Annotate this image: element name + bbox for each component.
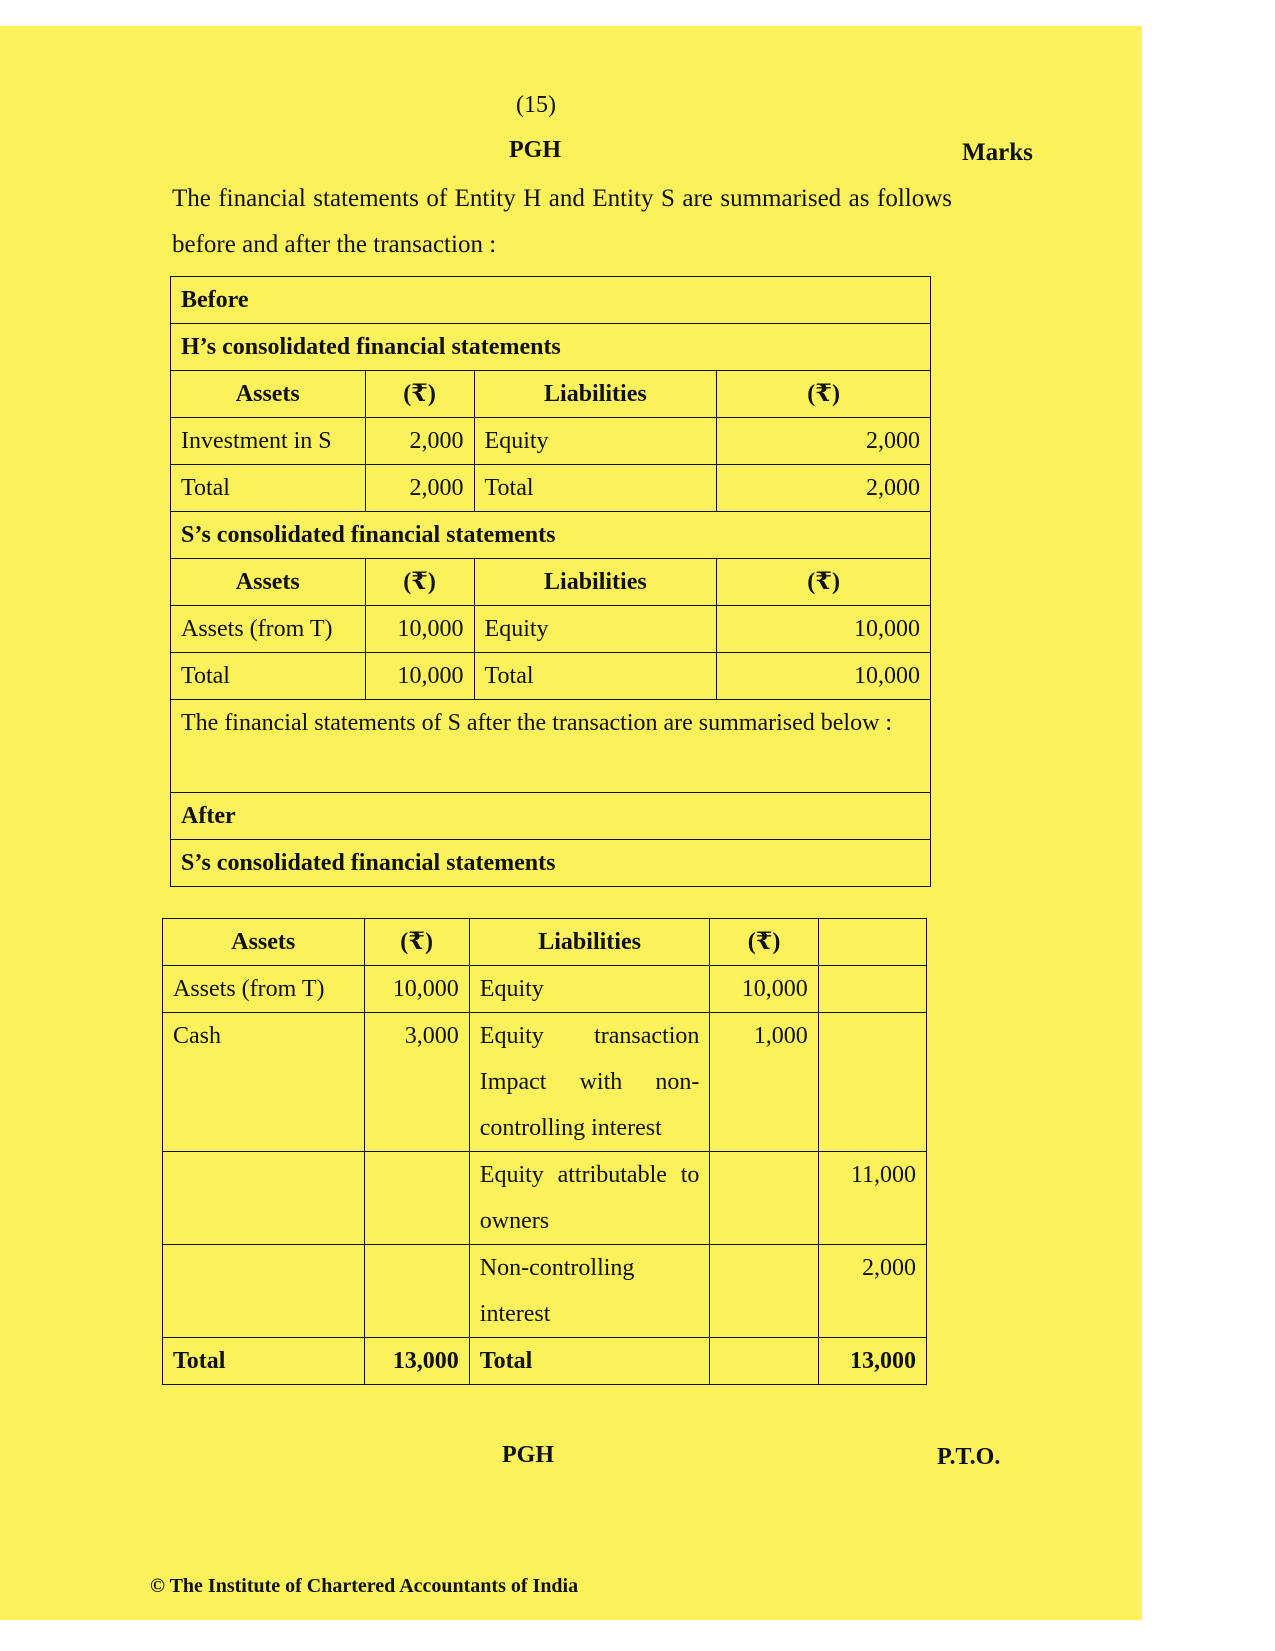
asset-cell — [163, 1245, 365, 1338]
amount-cell — [364, 1152, 469, 1245]
amount-cell: 1,000 — [710, 1013, 818, 1152]
after-label: After — [171, 793, 931, 840]
table-row — [163, 1338, 927, 1385]
total-label: Total — [163, 1338, 365, 1385]
s-statement-title: S’s consolidated financial statements — [171, 512, 931, 559]
table-row — [171, 653, 931, 700]
table-row — [171, 418, 931, 465]
asset-cell: Investment in S — [171, 418, 366, 465]
liability-cell: Equity — [474, 606, 717, 653]
amount-cell: 10,000 — [717, 653, 931, 700]
liability-cell: Equity transaction Impact with non-controlling interest — [469, 1013, 710, 1152]
col-liabilities: Liabilities — [469, 919, 710, 966]
h-statement-title: H’s consolidated financial statements — [171, 324, 931, 371]
col-amount: (₹) — [710, 919, 818, 966]
amount-cell: 10,000 — [710, 966, 818, 1013]
asset-cell: Cash — [163, 1013, 365, 1152]
amount-cell: 11,000 — [818, 1152, 926, 1245]
copyright-notice: © The Institute of Chartered Accountants of India — [150, 1575, 579, 1597]
after-table — [162, 918, 927, 1385]
table-row — [163, 1013, 927, 1152]
amount-cell: 2,000 — [365, 465, 474, 512]
col-amount: (₹) — [717, 559, 931, 606]
liability-cell: Total — [474, 465, 717, 512]
col-assets: Assets — [171, 559, 366, 606]
asset-cell: Total — [171, 465, 366, 512]
amount-cell — [818, 966, 926, 1013]
col-amount: (₹) — [717, 371, 931, 418]
amount-cell: 2,000 — [365, 418, 474, 465]
amount-cell: 10,000 — [364, 966, 469, 1013]
amount-cell — [710, 1245, 818, 1338]
before-table — [170, 276, 931, 887]
col-amount: (₹) — [365, 559, 474, 606]
amount-cell — [818, 1013, 926, 1152]
paper-code-header: PGH — [509, 137, 561, 163]
amount-cell — [710, 1152, 818, 1245]
col-assets: Assets — [171, 371, 366, 418]
amount-cell: 2,000 — [717, 465, 931, 512]
paper-code-footer: PGH — [502, 1442, 554, 1468]
amount-cell: 2,000 — [717, 418, 931, 465]
asset-cell: Assets (from T) — [163, 966, 365, 1013]
marks-label: Marks — [962, 139, 1033, 166]
table-row — [171, 465, 931, 512]
amount-cell — [710, 1338, 818, 1385]
liability-cell: Equity — [474, 418, 717, 465]
table-row — [163, 1245, 927, 1338]
amount-cell: 3,000 — [364, 1013, 469, 1152]
total-amount: 13,000 — [364, 1338, 469, 1385]
liability-cell: Equity — [469, 966, 710, 1013]
table-row — [163, 1152, 927, 1245]
page-number: (15) — [516, 92, 556, 118]
amount-cell — [364, 1245, 469, 1338]
col-assets: Assets — [163, 919, 365, 966]
s-after-statement-title: S’s consolidated financial statements — [171, 840, 931, 887]
col-amount: (₹) — [364, 919, 469, 966]
table-row — [171, 606, 931, 653]
asset-cell: Assets (from T) — [171, 606, 366, 653]
intro-text: The financial statements of Entity H and Entity S are summarised as follows before and after the transaction : — [172, 185, 952, 258]
total-amount: 13,000 — [818, 1338, 926, 1385]
after-note: The financial statements of S after the transaction are summarised below : — [171, 700, 931, 793]
col-amount: (₹) — [365, 371, 474, 418]
col-liabilities: Liabilities — [474, 559, 717, 606]
table-row — [163, 966, 927, 1013]
liability-cell: Non-controlling interest — [469, 1245, 710, 1338]
col-liabilities: Liabilities — [474, 371, 717, 418]
amount-cell: 2,000 — [818, 1245, 926, 1338]
asset-cell: Total — [171, 653, 366, 700]
pto-label: P.T.O. — [937, 1444, 1001, 1470]
amount-cell: 10,000 — [717, 606, 931, 653]
before-label: Before — [171, 277, 931, 324]
col-blank — [818, 919, 926, 966]
amount-cell: 10,000 — [365, 606, 474, 653]
liability-cell: Total — [474, 653, 717, 700]
amount-cell: 10,000 — [365, 653, 474, 700]
asset-cell — [163, 1152, 365, 1245]
total-label: Total — [469, 1338, 710, 1385]
liability-cell: Equity attributable to owners — [469, 1152, 710, 1245]
